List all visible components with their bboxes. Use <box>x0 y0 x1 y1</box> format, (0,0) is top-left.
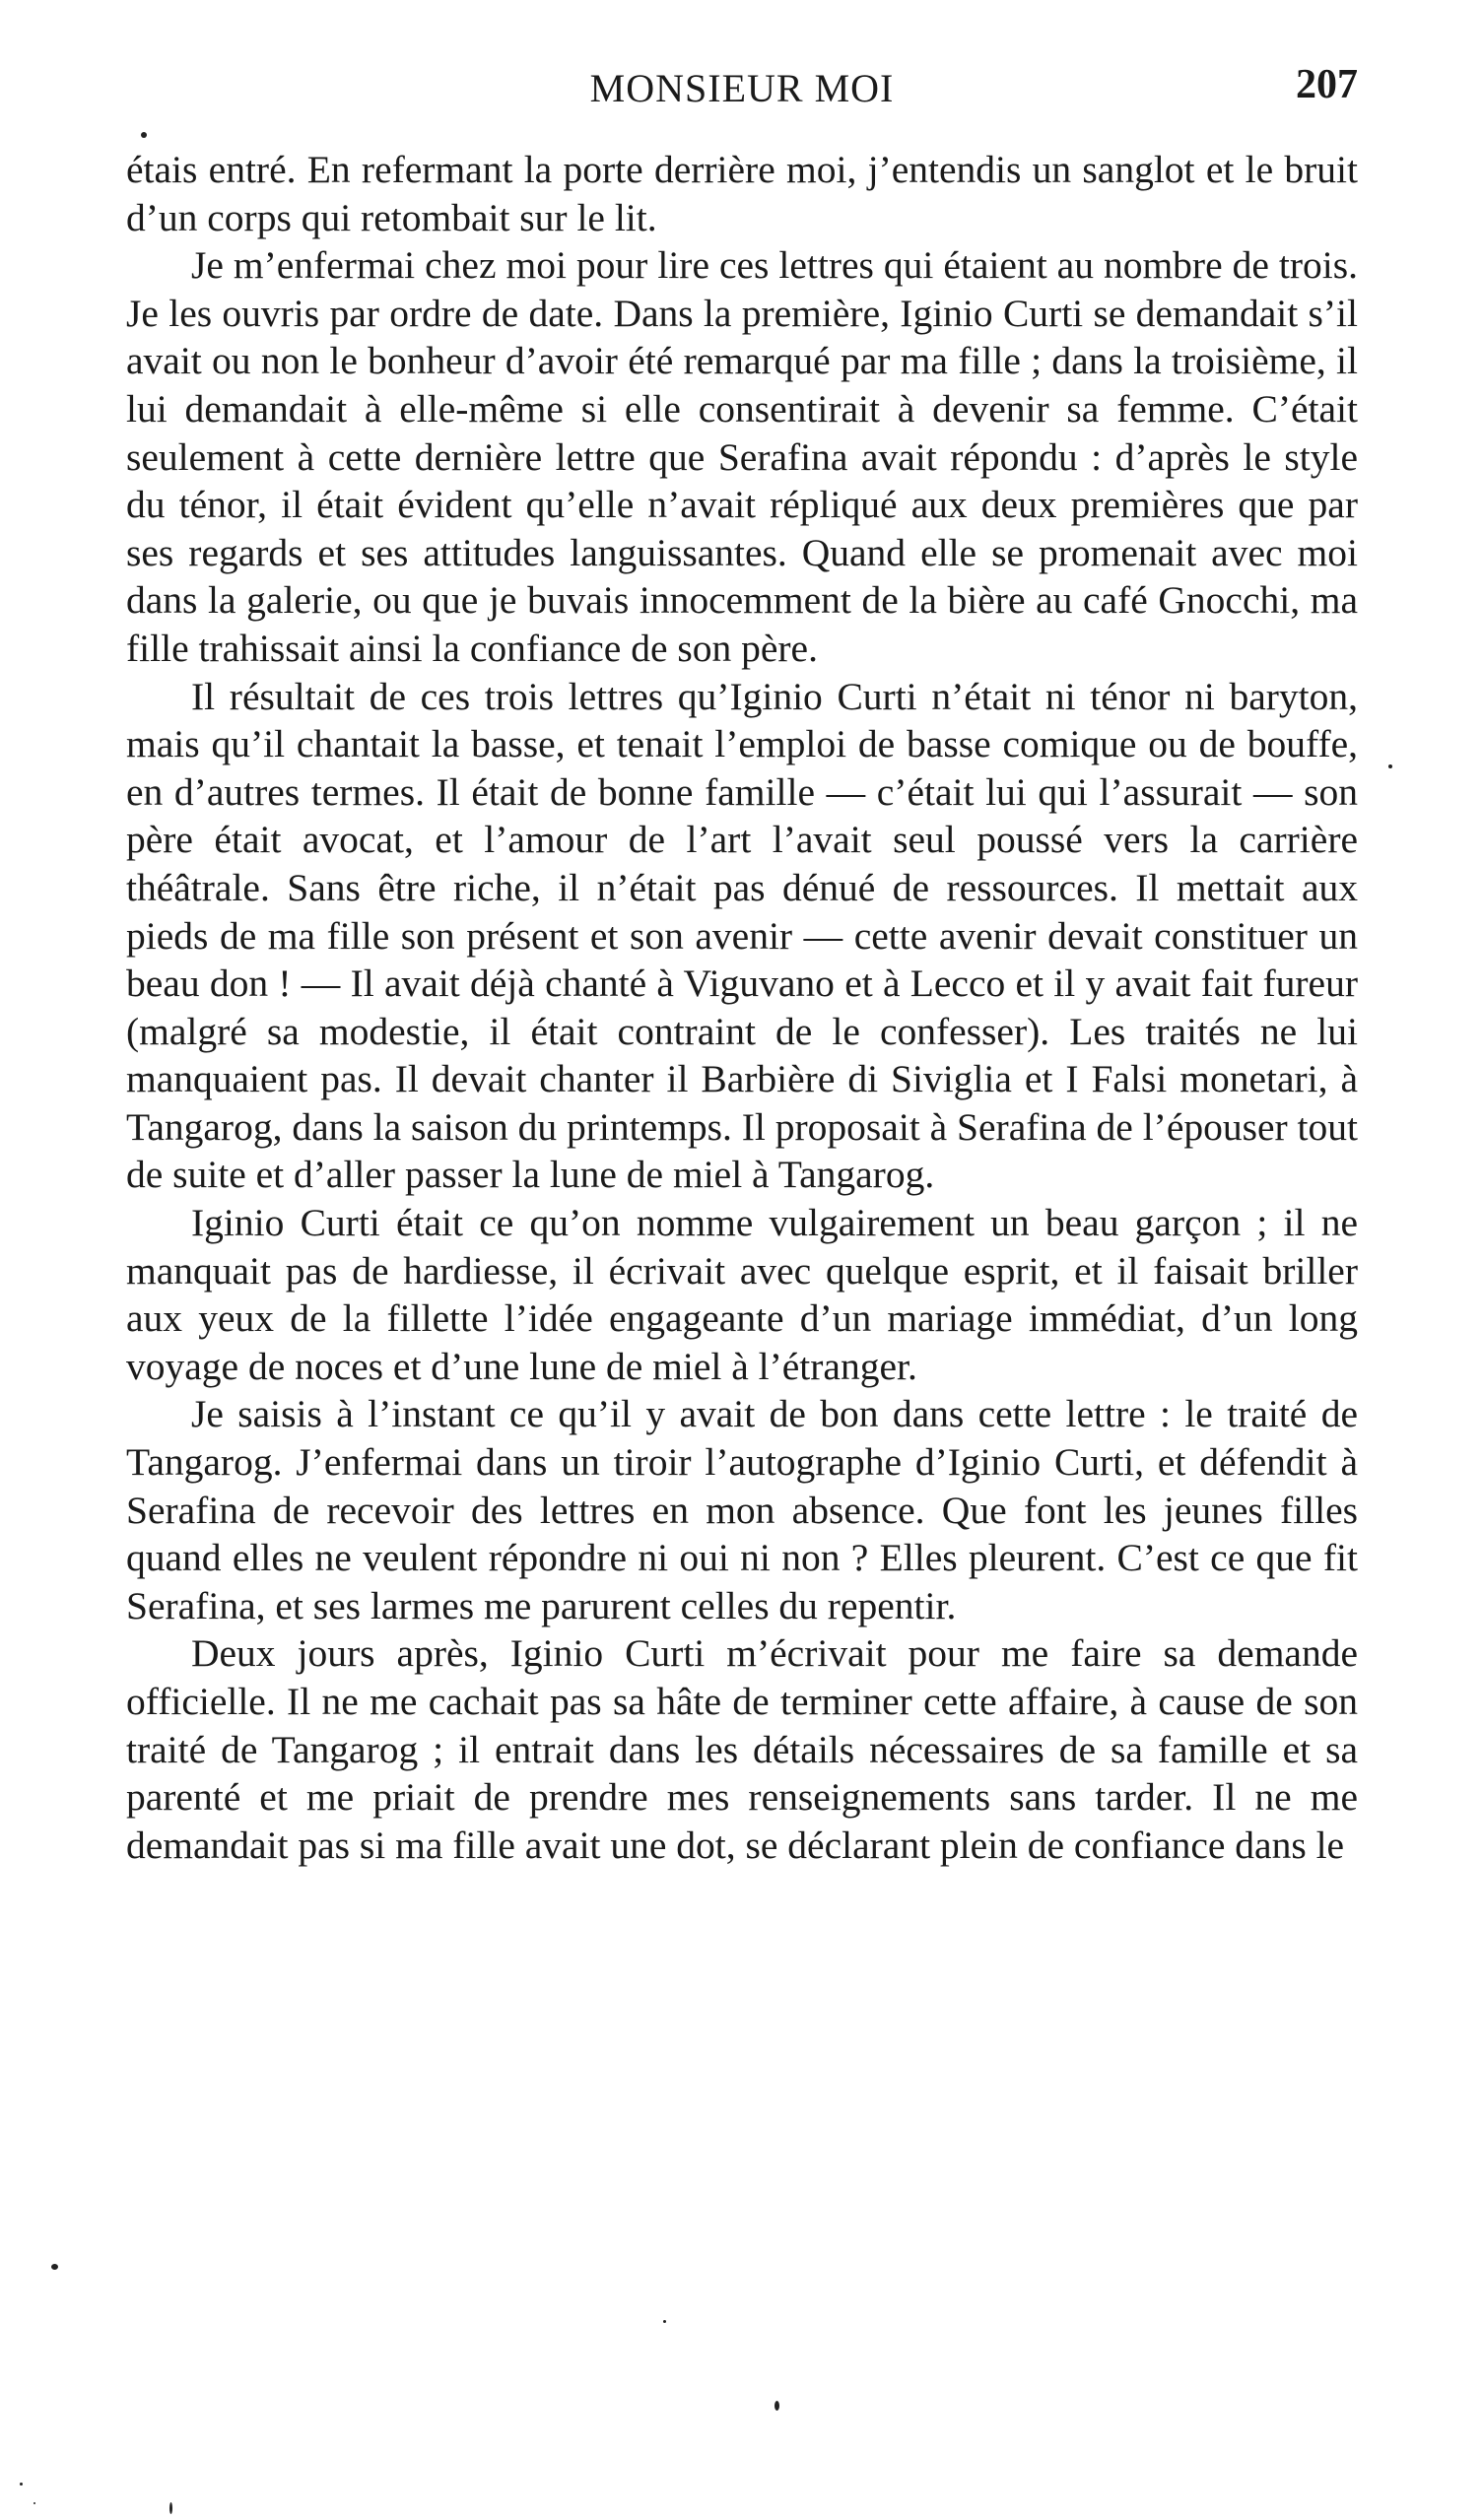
running-title: MONSIEUR MOI <box>589 66 895 110</box>
paragraph: Je m’enfermai chez moi pour lire ces lettres qui étaient au nombre de trois. Je les ouvris par ordre de date. Dans la première, Iginio Curti se demandait s’il avait ou non le bonheur d’avoir été remarqué par ma fille ; dans la troisième, il lui demandait à elle-même si elle consentirait à devenir sa femme. C’était seulement à cette dernière lettre que Serafina avait répondu : d’après le style du ténor, il était évident qu’elle n’avait répliqué aux deux premières que par ses regards et ses attitudes languissantes. Quand elle se promenait avec moi dans la galerie, ou que je buvais innocemment de la bière au café Gnocchi, ma fille trahissait ainsi la confiance de son père. <box>126 243 1358 670</box>
ink-speck <box>775 2401 779 2411</box>
paragraph: Il résultait de ces trois lettres qu’Iginio Curti n’était ni ténor ni baryton, mais qu’il chantait la basse, et tenait l’emploi de basse comique ou de bouffe, en d’autres termes. Il était de bonne famille — c’était lui qui l’assurait — son père était avocat, et l’amour de l’art l’avait seul poussé vers la carrière théâtrale. Sans être riche, il n’était pas dénué de ressources. Il mettait aux pieds de ma fille son présent et son avenir — cette avenir devait constituer un beau don ! — Il avait déjà chanté à Viguvano et à Lecco et il y avait fait fureur (malgré sa modestie, il était contraint de le confesser). Les traités ne lui manquaient pas. Il devait chanter il Barbière di Siviglia et I Falsi monetari, à Tangarog, dans la saison du printemps. Il proposait à Serafina de l’épouser tout de suite et d’aller passer la lune de miel à Tangarog. <box>126 674 1358 1197</box>
paragraph: Je saisis à l’instant ce qu’il y avait de bon dans cette lettre : le traité de Tangarog. J’enfermai dans un tiroir l’autographe d’Iginio Curti, et défendit à Serafina de recevoir des lettres en mon absence. Que font les jeunes filles quand elles ne veulent répondre ni oui ni non ? Elles pleurent. C’est ce que fit Serafina, et ses larmes me parurent celles du repentir. <box>126 1392 1358 1627</box>
paragraph: Iginio Curti était ce qu’on nomme vulgairement un beau garçon ; il ne manquait pas de hardiesse, il écrivait avec quelque esprit, et il faisait briller aux yeux de la fillette l’idée engageante d’un mariage immédiat, d’un long voyage de noces et d’une lune de miel à l’étranger. <box>126 1201 1358 1388</box>
ink-speck <box>663 2320 666 2323</box>
ink-speck <box>34 2502 35 2504</box>
ink-speck <box>20 2483 23 2486</box>
running-head <box>126 62 1358 124</box>
ink-speck <box>169 2502 172 2514</box>
paragraph: Deux jours après, Iginio Curti m’écrivait pour me faire sa demande officielle. Il ne me cachait pas sa hâte de terminer cette affaire, à cause de son traité de Tangarog ; il entrait dans les détails nécessaires de sa famille et sa parenté et me priait de prendre mes renseignements sans tarder. Il ne me demandait pas si ma fille avait une dot, se déclarant plein de confiance dans le <box>126 1631 1358 1867</box>
ink-speck <box>51 2264 58 2270</box>
body-text <box>126 146 1358 1869</box>
page-number: 207 <box>1296 62 1358 107</box>
ink-speck <box>141 132 147 138</box>
ink-speck <box>1388 764 1392 768</box>
paragraph-continued: étais entré. En refermant la porte derrière moi, j’entendis un sanglot et le bruit d’un corps qui retombait sur le lit. <box>126 148 1358 239</box>
